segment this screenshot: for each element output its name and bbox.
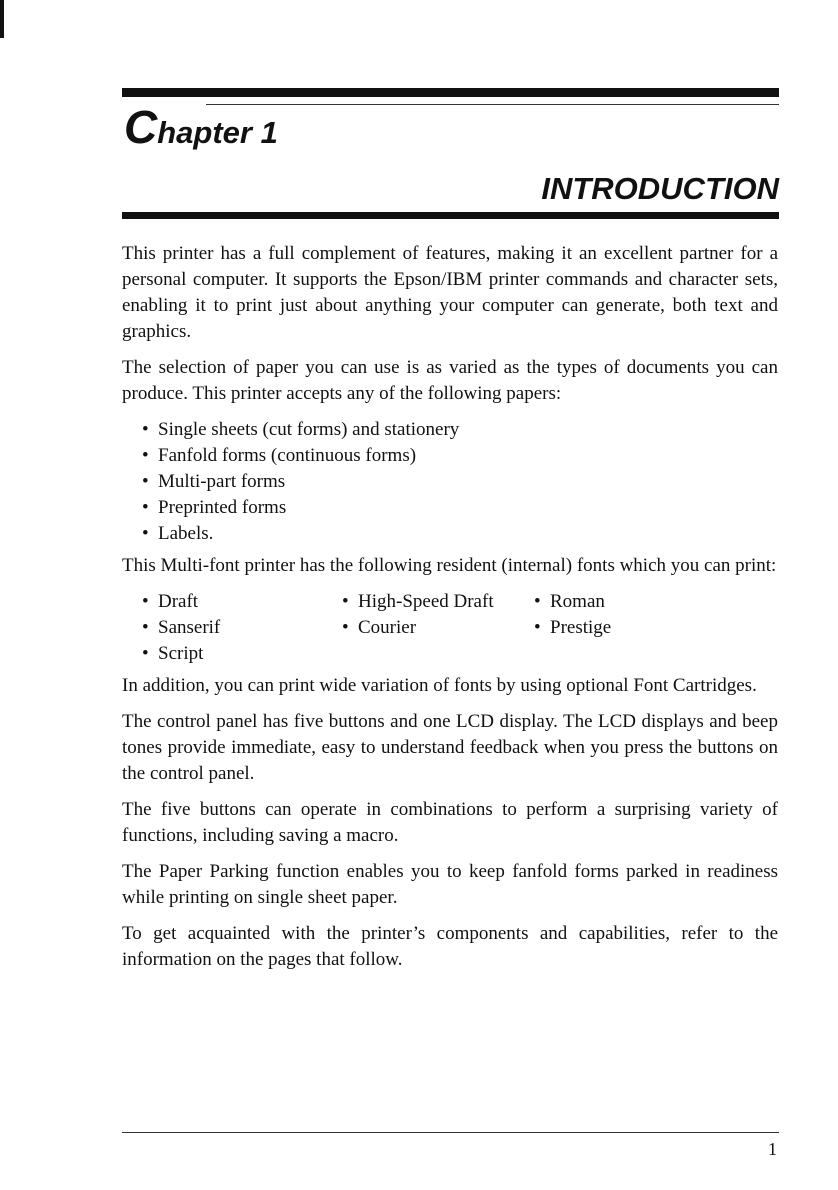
list-item: • Single sheets (cut forms) and stationery [142, 417, 778, 443]
cartridge-paragraph: In addition, you can print wide variation of fonts by using optional Font Cartridges. [122, 675, 757, 696]
footer-rule [122, 1132, 779, 1133]
list-item: • Multi-part forms [142, 469, 778, 495]
font-item: • Roman [534, 589, 714, 615]
document-body [122, 241, 778, 983]
fonts-paragraph: This Multi-font printer has the following resident (internal) fonts which you can print: [122, 555, 777, 576]
page-edge-mark [0, 0, 4, 38]
font-list [122, 589, 778, 667]
header-bottom-rule [122, 212, 779, 219]
font-item: • High-Speed Draft [342, 589, 534, 615]
font-item: • Courier [342, 615, 534, 641]
font-item: • Draft [142, 589, 342, 615]
chapter-label [124, 101, 278, 153]
chapter-initial: C [124, 101, 158, 153]
list-item: • Fanfold forms (continuous forms) [142, 443, 778, 469]
paper-paragraph: The selection of paper you can use is as varied as the types of documents you can produce. This printer accepts any of the following papers: [122, 357, 778, 404]
paper-parking-paragraph: The Paper Parking function enables you to keep fanfold forms parked in readiness while printing on single sheet paper. [122, 861, 778, 908]
font-item: • Sanserif [142, 615, 342, 641]
header-top-rule [122, 88, 779, 97]
intro-paragraph: This printer has a full complement of features, making it an excellent partner for a personal computer. It supports the Epson/IBM printer commands and character sets, enabling it to print just about anything your computer can generate, both text and graphics. [122, 243, 778, 342]
closing-paragraph: To get acquainted with the printer’s components and capabilities, refer to the information on the pages that follow. [122, 923, 778, 970]
font-item: • Prestige [534, 615, 714, 641]
buttons-paragraph: The five buttons can operate in combinations to perform a surprising variety of functions, including saving a macro. [122, 799, 778, 846]
list-item: • Labels. [142, 521, 778, 547]
paper-list [122, 417, 778, 547]
font-item: • Script [142, 641, 342, 667]
page-number: 1 [768, 1139, 777, 1159]
header-thin-rule [206, 104, 779, 105]
chapter-label-rest: hapter 1 [157, 115, 278, 150]
page-title: INTRODUCTION [541, 171, 779, 206]
control-panel-paragraph: The control panel has five buttons and one LCD display. The LCD displays and beep tones provide immediate, easy to understand feedback when you press the buttons on the control panel. [122, 711, 778, 784]
list-item: • Preprinted forms [142, 495, 778, 521]
